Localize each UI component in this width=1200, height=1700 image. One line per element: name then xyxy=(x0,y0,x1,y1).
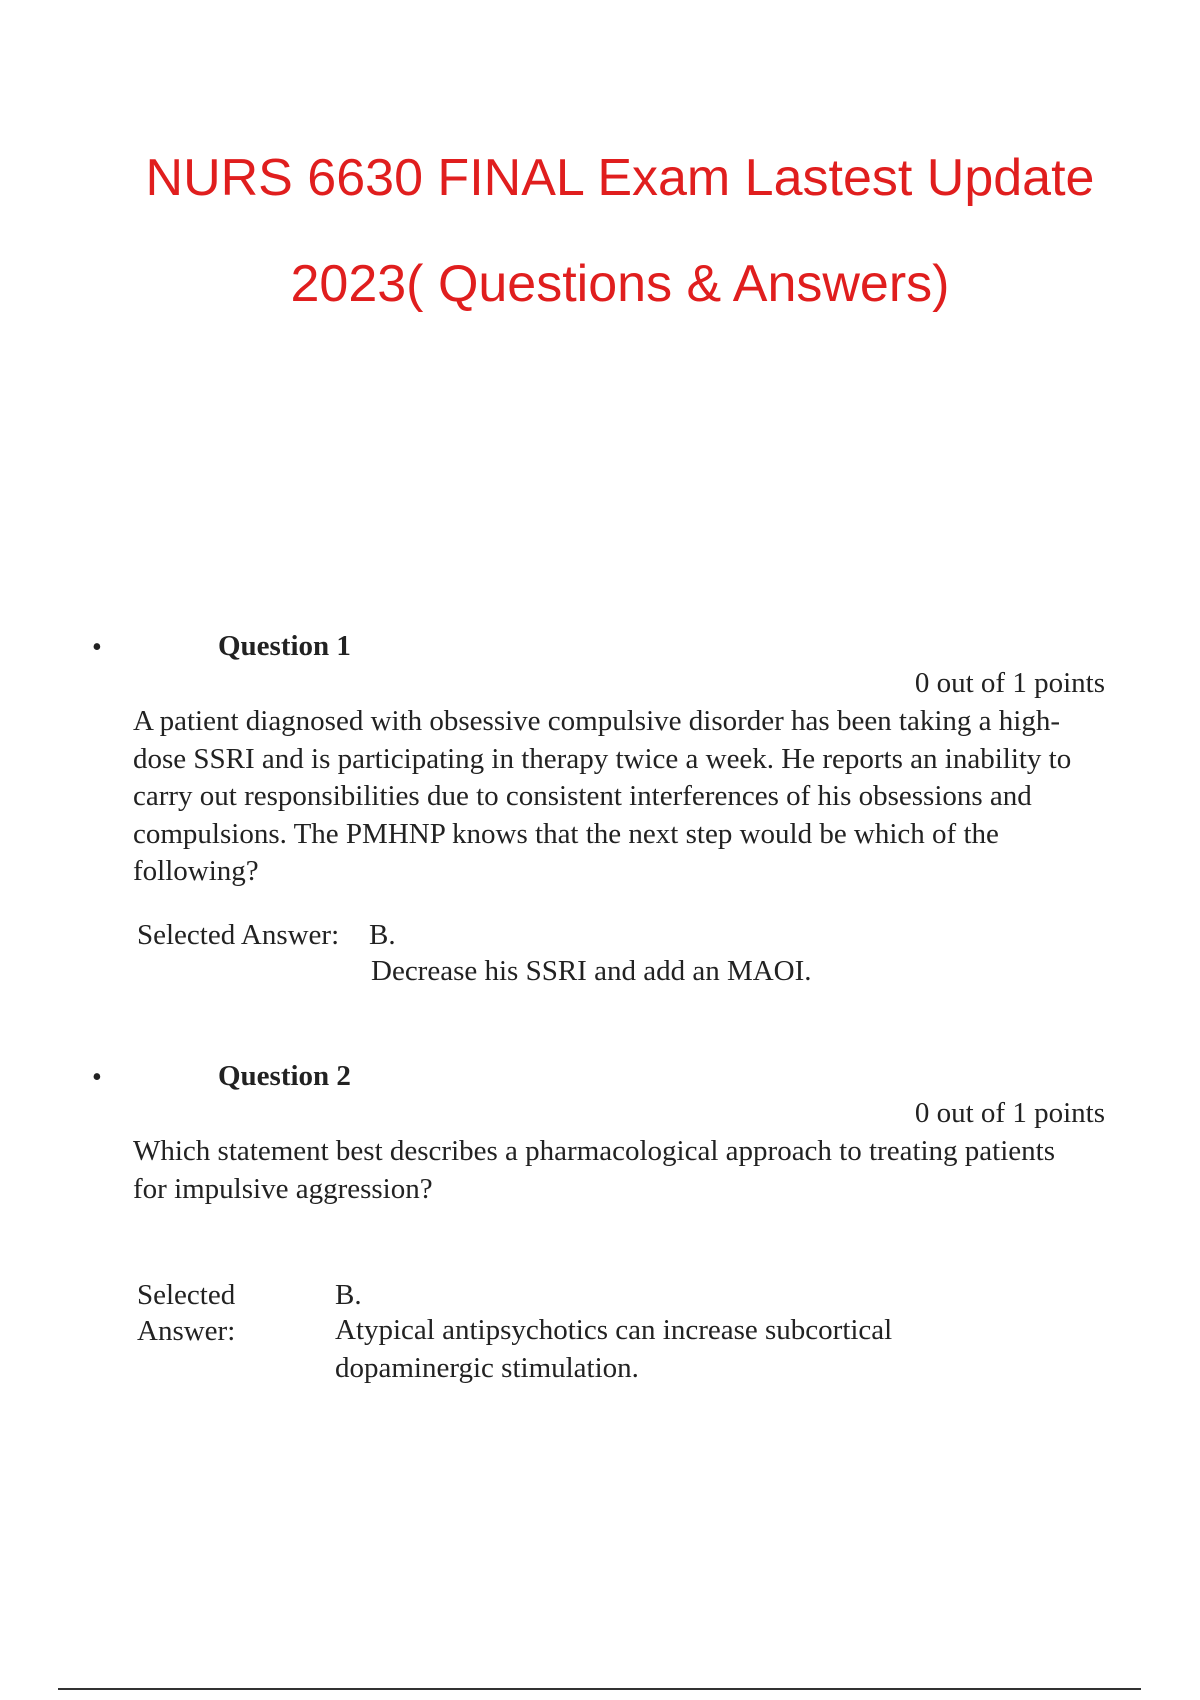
bullet-icon: • xyxy=(92,1062,102,1093)
bullet-icon: • xyxy=(92,632,102,663)
question-2-selected-answer: Atypical antipsychotics can increase subcortical dopaminergic stimulation. xyxy=(335,1314,893,1384)
question-2-text: Which statement best describes a pharmacological approach to treating patients for impulsive aggression? xyxy=(133,1135,1056,1205)
document-title-line-1: NURS 6630 FINAL Exam Lastest Update xyxy=(145,149,1095,207)
question-2-selected-letter: B. xyxy=(335,1279,362,1311)
question-1-points: 0 out of 1 points xyxy=(914,667,1105,699)
document-title-line-2: 2023( Questions & Answers) xyxy=(290,255,950,313)
question-2-selected-label-2: Answer: xyxy=(137,1315,236,1347)
question-2-heading: Question 2 xyxy=(218,1060,351,1092)
question-1-selected-answer: Decrease his SSRI and add an MAOI. xyxy=(371,955,812,987)
question-1-text: A patient diagnosed with obsessive compulsive disorder has been taking a high-dose SSRI and is participating in therapy twice a week. He reports an inability to carry out responsibilities due to consistent interferences of his obsessions and compulsions. The PMHNP knows that the next step would be which of the following? xyxy=(133,705,1072,887)
footer-divider xyxy=(58,1688,1141,1690)
question-2-points: 0 out of 1 points xyxy=(914,1097,1105,1129)
question-2-selected-label-1: Selected xyxy=(137,1279,236,1311)
question-1-heading: Question 1 xyxy=(218,630,351,662)
question-1-selected-letter: B. xyxy=(369,919,396,951)
question-1-selected-label: Selected Answer: xyxy=(137,919,340,951)
